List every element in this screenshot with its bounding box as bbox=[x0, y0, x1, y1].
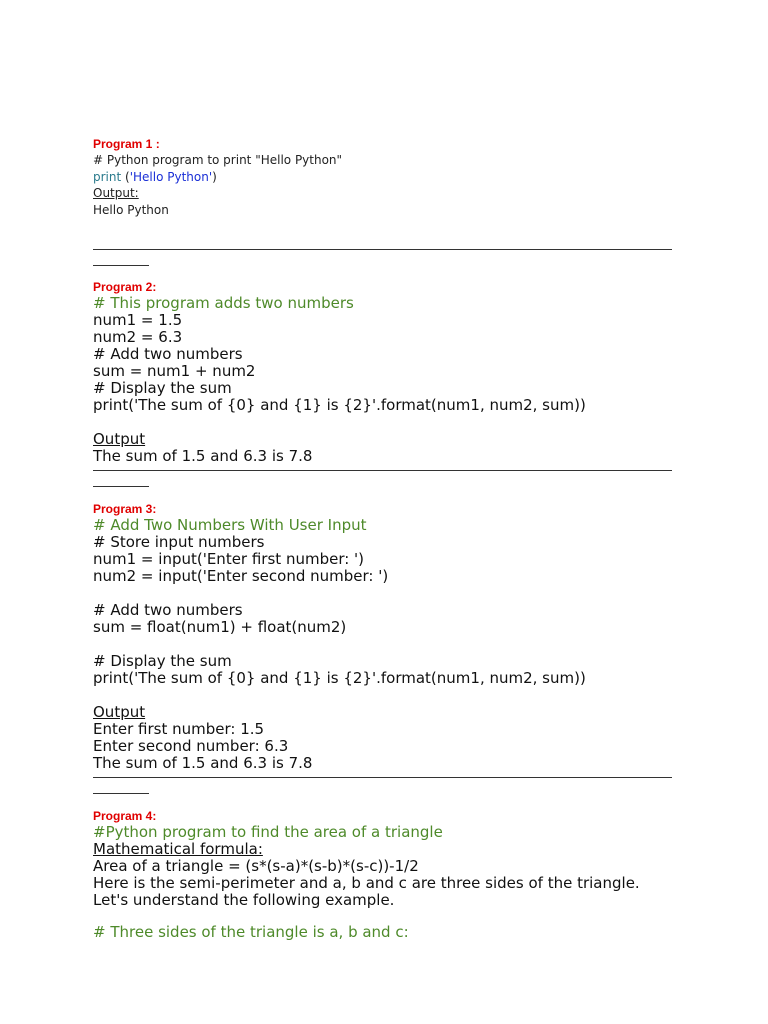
code-line: # Display the sum bbox=[93, 379, 232, 397]
code-line: num1 = input('Enter first number: ') bbox=[93, 550, 365, 568]
program-1-heading: Program 1 : bbox=[93, 137, 160, 151]
code-line: # Store input numbers bbox=[93, 533, 265, 551]
program-3-section bbox=[93, 501, 673, 772]
text-line: Here is the semi-perimeter and a, b and c are three sides of the triangle. bbox=[93, 874, 640, 892]
document-page bbox=[93, 136, 673, 941]
program-2-output: The sum of 1.5 and 6.3 is 7.8 bbox=[93, 447, 313, 465]
code-line: num2 = input('Enter second number: ') bbox=[93, 567, 389, 585]
program-2-section bbox=[93, 279, 673, 465]
code-line: # Add two numbers bbox=[93, 345, 243, 363]
program-4-heading: Program 4: bbox=[93, 809, 157, 823]
code-line: print('The sum of {0} and {1} is {2}'.format(num1, num2, sum)) bbox=[93, 396, 586, 414]
program-4-comment-2: # Three sides of the triangle is a, b and c: bbox=[93, 923, 409, 941]
program-3-output-label: Output bbox=[93, 703, 146, 721]
program-1-code bbox=[93, 169, 673, 186]
output-line: Enter second number: 6.3 bbox=[93, 737, 289, 755]
code-line: # Add two numbers bbox=[93, 601, 243, 619]
code-print-keyword: print bbox=[93, 169, 122, 184]
code-line: print('The sum of {0} and {1} is {2}'.format(num1, num2, sum)) bbox=[93, 669, 586, 687]
text-line: Area of a triangle = (s*(s-a)*(s-b)*(s-c))-1/2 bbox=[93, 857, 419, 875]
program-4-comment: #Python program to find the area of a triangle bbox=[93, 823, 443, 841]
text-line: Let's understand the following example. bbox=[93, 891, 395, 909]
code-line: # Display the sum bbox=[93, 652, 232, 670]
program-1-output: Hello Python bbox=[93, 202, 169, 217]
program-4-section bbox=[93, 808, 673, 941]
code-line: num2 = 6.3 bbox=[93, 328, 183, 346]
divider-short-rule bbox=[93, 265, 149, 266]
code-line: num1 = 1.5 bbox=[93, 311, 183, 329]
divider-rule bbox=[93, 470, 672, 471]
program-2-comment: # This program adds two numbers bbox=[93, 294, 354, 312]
program-1-section bbox=[93, 136, 673, 218]
program-3-heading: Program 3: bbox=[93, 502, 157, 516]
code-string: 'Hello Python' bbox=[129, 169, 213, 184]
divider-short-rule bbox=[93, 486, 149, 487]
code-line: sum = num1 + num2 bbox=[93, 362, 256, 380]
code-line: sum = float(num1) + float(num2) bbox=[93, 618, 347, 636]
divider-rule bbox=[93, 249, 672, 250]
program-1-comment: # Python program to print "Hello Python" bbox=[93, 153, 343, 167]
program-2-output-label: Output bbox=[93, 430, 146, 448]
program-1-output-label: Output: bbox=[93, 186, 139, 200]
divider-rule bbox=[93, 777, 672, 778]
code-open-paren: ( bbox=[121, 169, 130, 184]
output-line: Enter first number: 1.5 bbox=[93, 720, 265, 738]
divider-short-rule bbox=[93, 793, 149, 794]
program-3-comment: # Add Two Numbers With User Input bbox=[93, 516, 367, 534]
output-line: The sum of 1.5 and 6.3 is 7.8 bbox=[93, 754, 313, 772]
program-4-formula-label: Mathematical formula: bbox=[93, 840, 263, 858]
program-2-heading: Program 2: bbox=[93, 280, 157, 294]
code-close-paren: ) bbox=[212, 169, 217, 184]
